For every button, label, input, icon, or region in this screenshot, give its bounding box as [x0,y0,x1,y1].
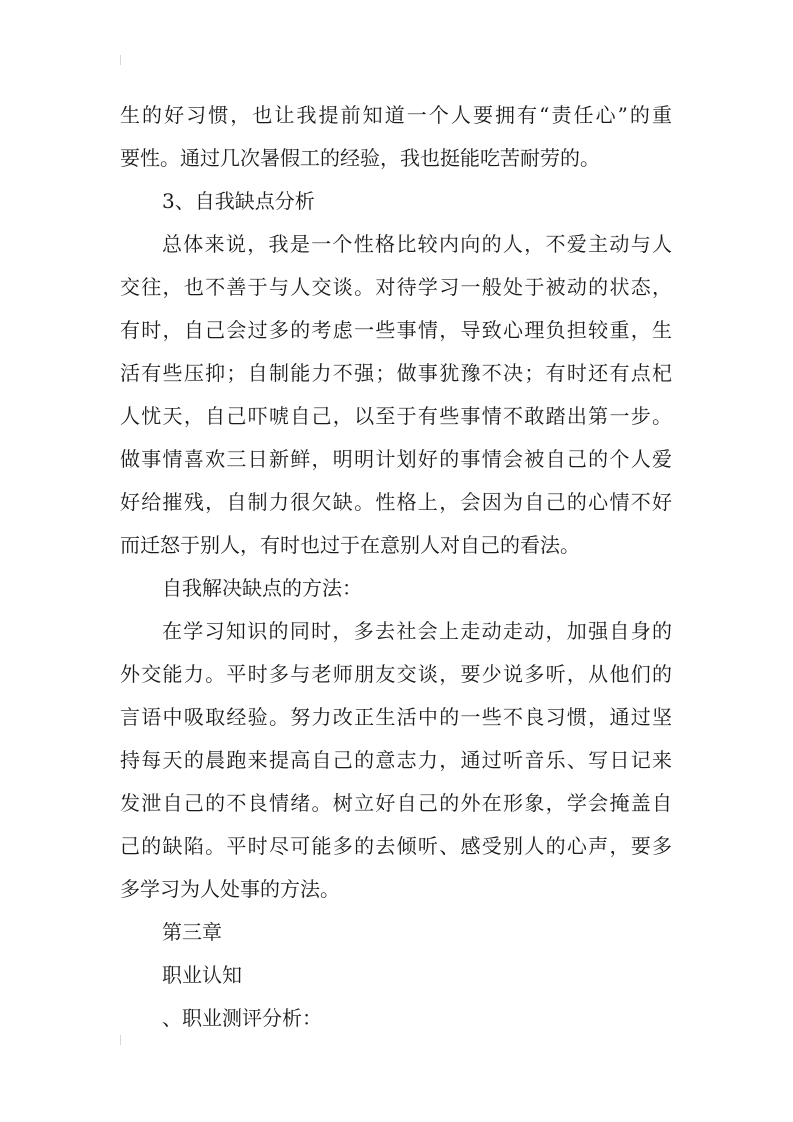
paragraph-line: 总体来说，我是一个性格比较内向的人，不爱主动与人 [162,232,672,256]
paragraph-line: 有时，自己会过多的考虑一些事情，导致心理负担较重，生 [120,318,672,342]
chapter-heading: 第三章 [162,920,222,944]
paragraph-line: 多学习为人处事的方法。 [120,877,340,901]
page-corner-mark-top [120,55,121,65]
paragraph-line: 人忧天，自己吓唬自己，以至于有些事情不敢踏出第一步。 [120,404,672,428]
subsection-heading: 自我解决缺点的方法： [162,576,362,600]
paragraph-line: 持每天的晨跑来提高自己的意志力，通过听音乐、写日记来 [120,748,672,772]
paragraph-line: 要性。通过几次暑假工的经验，我也挺能吃苦耐劳的。 [120,146,600,170]
paragraph-line: 发泄自己的不良情绪。树立好自己的外在形象，学会掩盖自 [120,791,672,815]
paragraph-line: 生的好习惯，也让我提前知道一个人要拥有“责任心”的重 [120,103,672,127]
paragraph-line: 做事情喜欢三日新鲜，明明计划好的事情会被自己的个人爱 [120,447,672,471]
page-corner-mark-bottom [120,1035,121,1045]
section-heading: 、职业测评分析： [162,1006,322,1030]
paragraph-line: 在学习知识的同时，多去社会上走动走动，加强自身的 [162,619,672,643]
paragraph-line: 言语中吸取经验。努力改正生活中的一些不良习惯，通过坚 [120,705,672,729]
section-heading: 3、自我缺点分析 [162,189,315,213]
paragraph-line: 活有些压抑；自制能力不强；做事犹豫不决；有时还有点杞 [120,361,672,385]
paragraph-line: 而迁怒于别人，有时也过于在意别人对自己的看法。 [120,533,580,557]
chapter-title: 职业认知 [162,963,242,987]
paragraph-line: 己的缺陷。平时尽可能多的去倾听、感受别人的心声，要多 [120,834,672,858]
paragraph-line: 好给摧残，自制力很欠缺。性格上，会因为自己的心情不好 [120,490,672,514]
paragraph-line: 交往，也不善于与人交谈。对待学习一般处于被动的状态， [120,275,672,299]
paragraph-line: 外交能力。平时多与老师朋友交谈，要少说多听，从他们的 [120,662,672,686]
